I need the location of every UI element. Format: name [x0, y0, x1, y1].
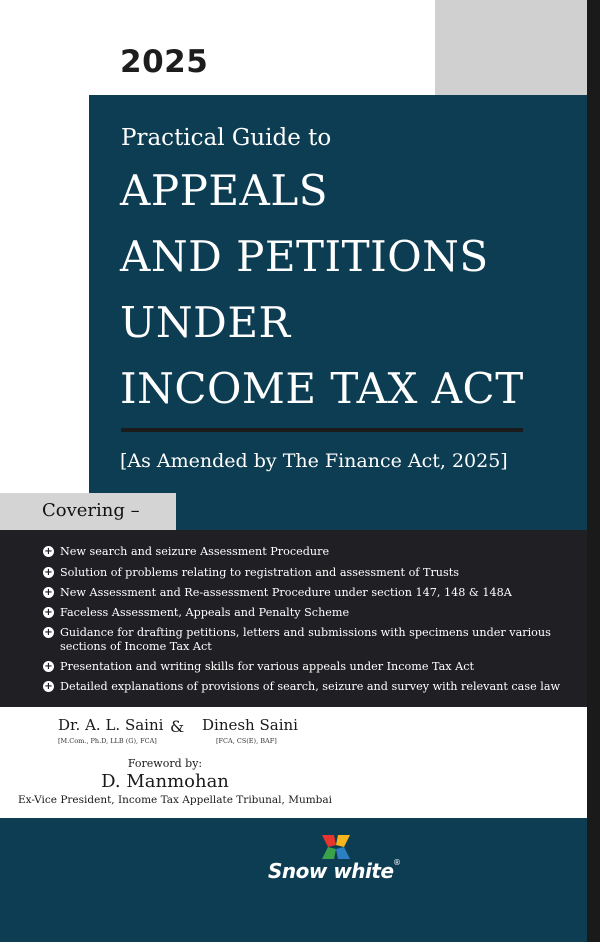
foreword-role: Ex-Vice President, Income Tax Appellate Tribunal, Mumbai [17, 794, 333, 806]
covering-point: + New search and seizure Assessment Procedure [44, 545, 330, 558]
covering-point: + Guidance for drafting petitions, letters and submissions with specimens under various sections of Income Tax Act [44, 626, 551, 653]
book-title-line-4: INCOME TAX ACT [120, 364, 524, 413]
plus-circle-icon: + [44, 681, 53, 692]
covering-point: + Detailed explanations of provisions of search, seizure and survey with relevant case law [44, 680, 561, 693]
publisher-logo [268, 833, 408, 889]
spine-edge [587, 0, 600, 942]
plus-circle-icon: + [44, 661, 53, 672]
amended-note: [As Amended by The Finance Act, 2025] [120, 450, 508, 472]
covering-point: + Faceless Assessment, Appeals and Penalty Scheme [44, 606, 350, 619]
registered-mark: ® [393, 858, 401, 867]
title-divider [121, 428, 523, 432]
plus-circle-icon: + [44, 587, 53, 598]
foreword-name: D. Manmohan [101, 771, 229, 792]
foreword-label: Foreword by: [127, 757, 203, 770]
snowwhite-logo-icon [320, 833, 352, 861]
author-name: Dinesh Saini [202, 716, 298, 734]
covering-point: + Presentation and writing skills for various appeals under Income Tax Act [44, 660, 475, 673]
covering-point: + Solution of problems relating to registration and assessment of Trusts [44, 566, 459, 579]
covering-label: Covering – [42, 500, 140, 521]
plus-circle-icon: + [44, 627, 53, 638]
author-name: Dr. A. L. Saini [58, 716, 164, 734]
book-title-line-1: APPEALS [120, 166, 329, 215]
book-title-line-3: UNDER [120, 298, 291, 347]
publisher-name: Snow white [268, 859, 394, 883]
author-credentials: [M.Com., Ph.D, LLB (G), FCA] [58, 737, 157, 745]
covering-point: + New Assessment and Re-assessment Procedure under section 147, 148 & 148A [44, 586, 512, 599]
plus-circle-icon: + [44, 567, 53, 578]
top-grey-block [435, 0, 587, 95]
edition-year: 2025 [120, 44, 209, 80]
author-credentials: [FCA, CS(E), BAF] [216, 737, 277, 745]
plus-circle-icon: + [44, 607, 53, 618]
book-title-line-2: AND PETITIONS [120, 232, 489, 281]
plus-circle-icon: + [44, 546, 53, 557]
book-subtitle: Practical Guide to [121, 125, 332, 151]
author-separator: & [170, 717, 185, 736]
